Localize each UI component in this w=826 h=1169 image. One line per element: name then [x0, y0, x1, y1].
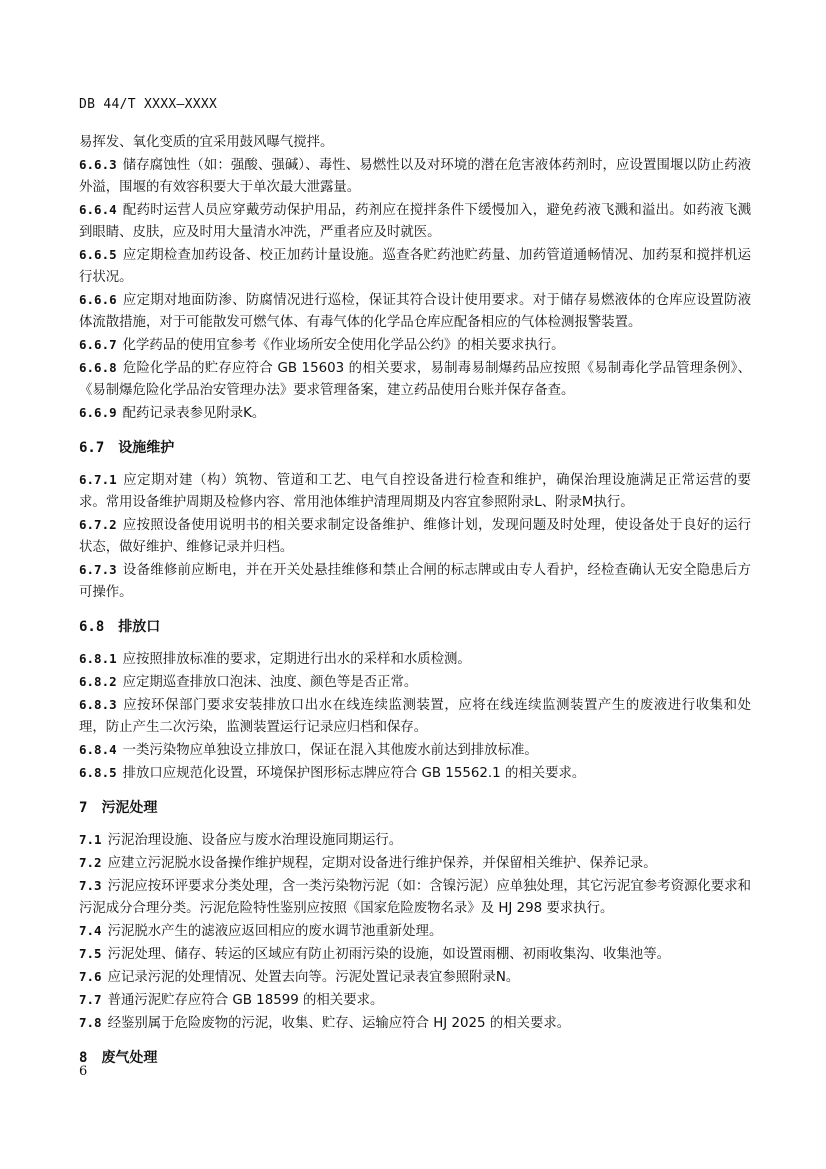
section-title: 污泥处理 — [101, 800, 158, 816]
clause-number: 7.3 — [79, 878, 102, 893]
clause-text: 污泥处理、储存、转运的区域应有防止初雨污染的设施，如设置雨棚、初雨收集沟、收集池等。 — [107, 947, 670, 962]
section-number: 6.7 — [79, 440, 105, 456]
clause-text: 应按照排放标准的要求，定期进行出水的采样和水质检测。 — [122, 652, 471, 667]
clause-number: 6.8.5 — [79, 765, 117, 780]
clause-number: 6.7.1 — [79, 472, 117, 487]
clause-number: 7.5 — [79, 946, 102, 961]
clause-paragraph — [79, 875, 751, 920]
clause-text: 化学药品的使用宜参考《作业场所安全使用化学品公约》的相关要求执行。 — [122, 338, 565, 353]
clause-text: 应定期巡查排放口泡沫、浊度、颜色等是否正常。 — [122, 675, 418, 690]
clause-number: 7.2 — [79, 855, 102, 870]
clause-paragraph — [79, 244, 751, 289]
clause-number: 7.8 — [79, 1015, 102, 1030]
document-header-id: DB 44/T XXXX—XXXX — [79, 97, 218, 112]
clause-number: 7.4 — [79, 923, 102, 938]
clause-paragraph — [79, 943, 751, 966]
clause-paragraph — [79, 334, 751, 357]
section-heading — [79, 616, 751, 638]
section-number: 6.8 — [79, 619, 105, 635]
clause-number: 6.8.4 — [79, 742, 117, 757]
clause-text: 易挥发、氧化变质的宜采用鼓风曝气搅拌。 — [79, 135, 334, 150]
clause-text: 应定期对地面防渗、防腐情况进行巡检，保证其符合设计使用要求。对于储存易燃液体的仓库应设置防液体流散措施，对于可能散发可燃气体、有毒气体的化学品仓库应配备相应的气体检测报警装置。 — [79, 293, 751, 330]
clause-paragraph — [79, 559, 751, 604]
clause-number: 7.1 — [79, 832, 102, 847]
clause-paragraph — [79, 694, 751, 739]
clause-paragraph — [79, 199, 751, 244]
clause-paragraph — [79, 357, 751, 402]
page-number: 6 — [79, 1064, 88, 1079]
clause-number: 6.6.9 — [79, 405, 117, 420]
clause-text: 设备维修前应断电，并在开关处悬挂维修和禁止合闸的标志牌或由专人看护，经检查确认无安全隐患后方可操作。 — [79, 563, 751, 600]
clause-paragraph — [79, 829, 751, 852]
clause-text: 排放口应规范化设置，环境保护图形标志牌应符合 GB 15562.1 的相关要求。 — [122, 766, 586, 781]
clause-paragraph — [79, 514, 751, 559]
clause-paragraph — [79, 402, 751, 425]
clause-number: 6.7.2 — [79, 517, 117, 532]
clause-paragraph — [79, 989, 751, 1012]
section-title: 排放口 — [118, 619, 161, 635]
clause-paragraph — [79, 671, 751, 694]
clause-paragraph — [79, 739, 751, 762]
clause-paragraph — [79, 648, 751, 671]
clause-text: 配药时运营人员应穿戴劳动保护用品，药剂应在搅拌条件下缓慢加入，避免药液飞溅和溢出。如药液飞溅到眼睛、皮肤，应及时用大量清水冲洗，严重者应及时就医。 — [79, 203, 751, 240]
clause-paragraph — [79, 1012, 751, 1035]
clause-text: 危险化学品的贮存应符合 GB 15603 的相关要求，易制毒易制爆药品应按照《易制毒化学品管理条例》、《易制爆危险化学品治安管理办法》要求管理备案，建立药品使用台账并保存备查。 — [79, 361, 751, 398]
clause-number: 6.7.3 — [79, 562, 117, 577]
clause-text: 应定期检查加药设备、校正加药计量设施。巡查各贮药池贮药量、加药管道通畅情况、加药泵和搅拌机运行状况。 — [79, 248, 751, 285]
clause-number: 6.6.8 — [79, 360, 117, 375]
section-title: 废气处理 — [101, 1050, 158, 1066]
document-body — [79, 132, 751, 1079]
section-heading — [79, 437, 751, 459]
clause-paragraph — [79, 289, 751, 334]
clause-text: 污泥治理设施、设备应与废水治理设施同期运行。 — [107, 833, 403, 848]
clause-text: 污泥应按环评要求分类处理，含一类污染物污泥（如：含镍污泥）应单独处理，其它污泥宜参考资源化要求和污泥成分合理分类。污泥危险特性鉴别应按照《国家危险废物名录》及 HJ 298 要求执行。 — [79, 879, 751, 916]
clause-number: 6.6.6 — [79, 292, 117, 307]
clause-number: 6.8.1 — [79, 651, 117, 666]
clause-number: 7.7 — [79, 992, 102, 1007]
clause-paragraph — [79, 762, 751, 785]
clause-paragraph — [79, 920, 751, 943]
clause-number: 7.6 — [79, 969, 102, 984]
clause-number: 6.8.3 — [79, 697, 117, 712]
clause-number: 6.6.7 — [79, 337, 117, 352]
clause-paragraph — [79, 852, 751, 875]
clause-text: 污泥脱水产生的滤液应返回相应的废水调节池重新处理。 — [107, 924, 443, 939]
clause-number: 6.8.2 — [79, 674, 117, 689]
clause-text: 应记录污泥的处理情况、处置去向等。污泥处置记录表宜参照附录N。 — [107, 970, 520, 985]
clause-text: 应按照设备使用说明书的相关要求制定设备维护、维修计划，发现问题及时处理，使设备处于良好的运行状态，做好维护、维修记录并归档。 — [79, 518, 751, 555]
clause-text: 应建立污泥脱水设备操作维护规程，定期对设备进行维护保养，并保留相关维护、保养记录。 — [107, 856, 657, 871]
clause-number: 6.6.3 — [79, 157, 117, 172]
clause-text: 配药记录表参见附录K。 — [122, 406, 266, 421]
section-title: 设施维护 — [118, 440, 175, 456]
clause-paragraph — [79, 469, 751, 514]
clause-paragraph — [79, 966, 751, 989]
clause-text: 普通污泥贮存应符合 GB 18599 的相关要求。 — [107, 993, 384, 1008]
clause-number: 6.6.4 — [79, 202, 117, 217]
section-number: 7 — [79, 800, 88, 816]
clause-text: 应按环保部门要求安装排放口出水在线连续监测装置，应将在线连续监测装置产生的废液进行收集和处理，防止产生二次污染，监测装置运行记录应归档和保存。 — [79, 698, 751, 735]
clause-paragraph — [79, 154, 751, 199]
section-heading — [79, 797, 751, 819]
clause-number: 6.6.5 — [79, 247, 117, 262]
clause-paragraph — [79, 132, 751, 154]
section-heading — [79, 1047, 751, 1069]
clause-text: 储存腐蚀性（如：强酸、强碱）、毒性、易燃性以及对环境的潜在危害液体药剂时，应设置围堰以防止药液外溢，围堰的有效容积要大于单次最大泄露量。 — [79, 158, 751, 195]
clause-text: 应定期对建（构）筑物、管道和工艺、电气自控设备进行检查和维护，确保治理设施满足正常运营的要求。常用设备维护周期及检修内容、常用池体维护清理周期及内容宜参照附录L、附录M执行。 — [79, 473, 751, 510]
clause-text: 一类污染物应单独设立排放口，保证在混入其他废水前达到排放标准。 — [122, 743, 538, 758]
section-number: 8 — [79, 1050, 88, 1066]
clause-text: 经鉴别属于危险废物的污泥，收集、贮存、运输应符合 HJ 2025 的相关要求。 — [107, 1016, 571, 1031]
